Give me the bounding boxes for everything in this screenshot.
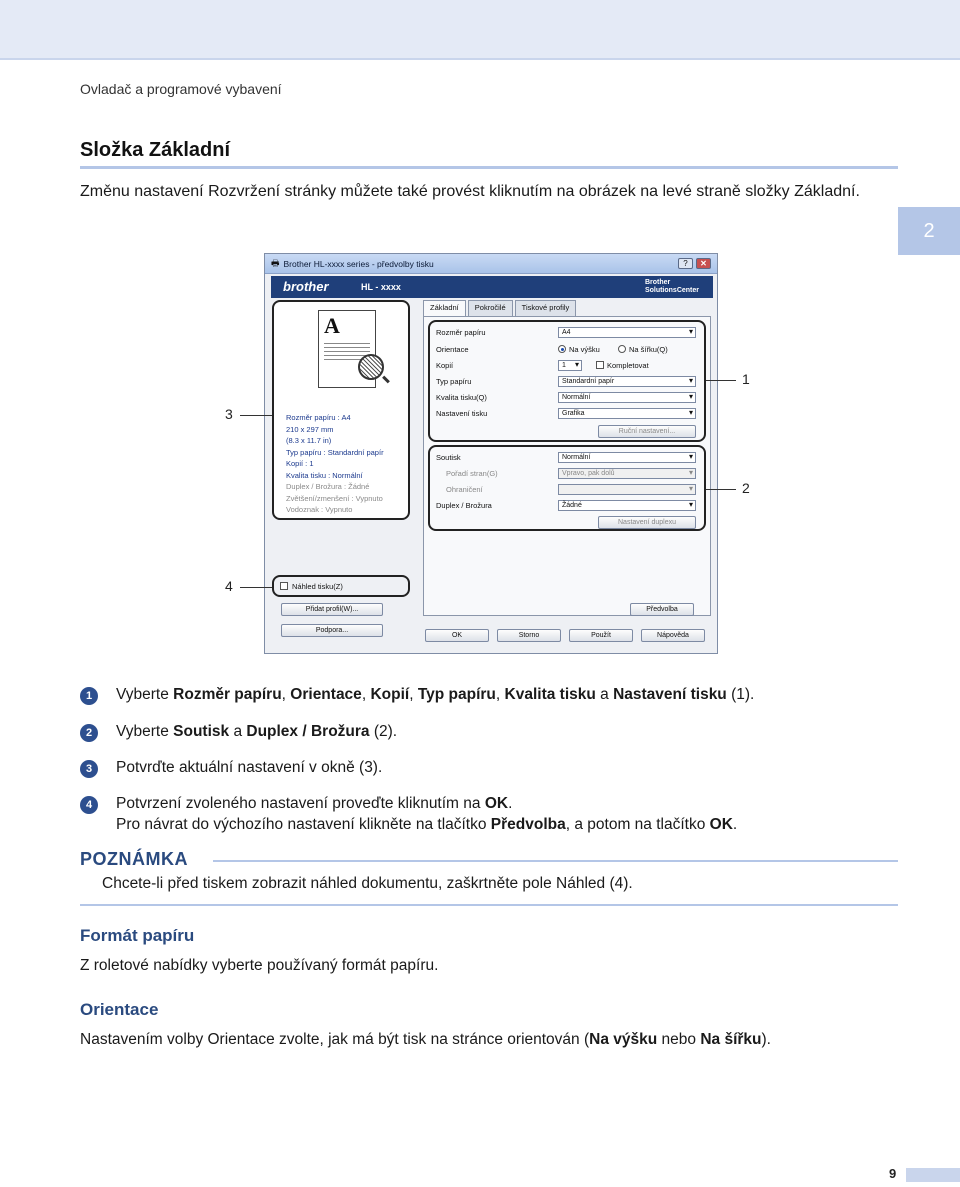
intro-paragraph: Změnu nastavení Rozvržení stránky můžete také provést kliknutím na obrázek na levé straně složky Základní. [80, 183, 860, 200]
solutions-center-link[interactable] [645, 279, 699, 295]
apply-button[interactable]: Použít [569, 629, 633, 642]
title-rule [80, 166, 898, 169]
chapter-tab: 2 [898, 207, 960, 255]
step-number: 2 [80, 724, 98, 742]
printing-preferences-dialog [264, 253, 718, 654]
note-rule-bottom [80, 904, 898, 906]
page-number: 9 [889, 1166, 897, 1181]
note-text: Chcete-li před tiskem zobrazit náhled dokumentu, zaškrtněte pole Náhled (4). [102, 875, 633, 892]
tab-advanced[interactable]: Pokročilé [468, 300, 513, 316]
paper-size-select[interactable]: A4 ▾ [558, 327, 696, 338]
summary-line: Duplex / Brožura : Žádné [286, 482, 370, 491]
summary-line: Vodoznak : Vypnuto [286, 505, 353, 514]
tab-print-profiles[interactable]: Tiskové profily [515, 300, 577, 316]
step-2-text: Vyberte Soutisk a Duplex / Brožura (2). [116, 723, 398, 740]
landscape-label: Na šířku(Q) [629, 345, 668, 354]
help-button[interactable]: Nápověda [641, 629, 705, 642]
media-type-select[interactable]: Standardní papír ▾ [558, 376, 696, 387]
settings-preview-panel[interactable] [272, 300, 410, 520]
layout-settings-group [428, 445, 706, 531]
callout-line-4 [240, 587, 272, 588]
summary-line: (8.3 x 11.7 in) [286, 436, 332, 445]
note-rule [213, 860, 898, 862]
collate-label: Kompletovat [607, 361, 649, 370]
running-header: Ovladač a programové vybavení [80, 81, 282, 97]
summary-line: 210 x 297 mm [286, 424, 334, 434]
print-preview-checkbox[interactable] [280, 582, 288, 590]
section-title: Složka Základní [80, 139, 231, 161]
callout-line-1 [706, 380, 736, 381]
paper-settings-group [428, 320, 706, 442]
step-4-text-line2: Pro návrat do výchozího nastavení klikněte na tlačítko Předvolba, a potom na tlačítko OK. [116, 816, 738, 833]
solutions-line1: Brother [644, 279, 671, 286]
step-4-text: Potvrzení zvoleného nastavení proveďte kliknutím na OK. [116, 795, 513, 812]
step-number: 1 [80, 687, 98, 705]
support-button[interactable]: Podpora... [281, 624, 383, 637]
preview-letter: A [324, 313, 340, 338]
callout-3: 3 [225, 406, 233, 422]
top-band [0, 0, 960, 60]
magnifier-icon [358, 354, 384, 380]
dialog-title: Brother HL-xxxx series - předvolby tisku [283, 258, 434, 269]
dialog-titlebar [265, 254, 717, 274]
step-3-text: Potvrďte aktuální nastavení v okně (3). [116, 759, 383, 776]
orientation-text: Nastavením volby Orientace zvolte, jak má být tisk na stránce orientován (Na výšku nebo Na šířku). [80, 1031, 771, 1048]
brand-bar [271, 276, 713, 298]
multiple-page-label: Soutisk [436, 453, 461, 462]
solutions-line2: SolutionsCenter [644, 287, 699, 294]
callout-4: 4 [225, 578, 233, 594]
cancel-button[interactable]: Storno [497, 629, 561, 642]
summary-line: Typ papíru : Standardní papír [286, 447, 384, 457]
tab-basic[interactable]: Základní [423, 300, 466, 316]
help-icon[interactable]: ? [678, 258, 693, 269]
page-order-select[interactable]: Vpravo, pak dolů ▾ [558, 468, 696, 479]
current-settings-list [286, 412, 410, 516]
duplex-label: Duplex / Brožura [436, 501, 492, 510]
duplex-select[interactable]: Žádné ▾ [558, 500, 696, 511]
portrait-label: Na výšku [569, 345, 600, 354]
print-preview-label: Náhled tisku(Z) [292, 582, 343, 591]
print-quality-select[interactable]: Normální ▾ [558, 392, 696, 403]
orientation-heading: Orientace [80, 1000, 159, 1019]
basic-tab-body [423, 316, 711, 616]
ok-button[interactable]: OK [425, 629, 489, 642]
brother-logo: brother [283, 279, 329, 294]
print-settings-select[interactable]: Grafika ▾ [558, 408, 696, 419]
step-number: 3 [80, 760, 98, 778]
note-title: POZNÁMKA [80, 849, 188, 869]
media-type-label: Typ papíru [436, 377, 472, 386]
add-profile-button[interactable]: Přidat profil(W)... [281, 603, 383, 616]
magnifier-handle [382, 376, 390, 384]
callout-1: 1 [742, 371, 750, 387]
paper-size-text: Z roletové nabídky vyberte používaný formát papíru. [80, 957, 439, 974]
copies-input[interactable]: 1 ▾ [558, 360, 582, 371]
paper-size-heading: Formát papíru [80, 926, 195, 945]
callout-line-3 [240, 415, 272, 416]
model-name: HL - xxxx [361, 282, 401, 292]
summary-line: Kopií : 1 [286, 459, 314, 468]
close-icon[interactable]: ✕ [696, 258, 711, 269]
border-line-select[interactable] [558, 484, 696, 495]
print-preview-group [272, 575, 410, 597]
printer-icon: 🖶 [271, 257, 280, 268]
summary-line: Rozměr papíru : A4 [286, 413, 351, 422]
callout-line-2 [706, 489, 736, 490]
border-line-label: Ohraničení [446, 485, 483, 494]
orientation-label: Orientace [436, 345, 469, 354]
multiple-page-select[interactable]: Normální ▾ [558, 452, 696, 463]
print-quality-label: Kvalita tisku(Q) [436, 393, 487, 402]
dialog-tabs [423, 300, 576, 316]
summary-line: Kvalita tisku : Normální [286, 470, 363, 480]
portrait-radio[interactable] [558, 345, 566, 353]
print-settings-label: Nastavení tisku [436, 409, 488, 418]
duplex-settings-button[interactable]: Nastavení duplexu [598, 516, 696, 529]
manual-settings-button[interactable]: Ruční nastavení... [598, 425, 696, 438]
paper-size-label: Rozměr papíru [436, 328, 486, 337]
copies-label: Kopií [436, 361, 454, 370]
collate-checkbox[interactable] [596, 361, 604, 369]
landscape-radio[interactable] [618, 345, 626, 353]
page-bar [906, 1168, 960, 1182]
page-order-label: Pořadí stran(G) [446, 469, 498, 478]
step-1-text: Vyberte Rozměr papíru, Orientace, Kopií, Typ papíru, Kvalita tisku a Nastavení tisku (1). [116, 686, 755, 703]
step-number: 4 [80, 796, 98, 814]
callout-2: 2 [742, 480, 750, 496]
default-button[interactable]: Předvolba [630, 603, 694, 616]
summary-line: Zvětšení/zmenšení : Vypnuto [286, 493, 383, 503]
